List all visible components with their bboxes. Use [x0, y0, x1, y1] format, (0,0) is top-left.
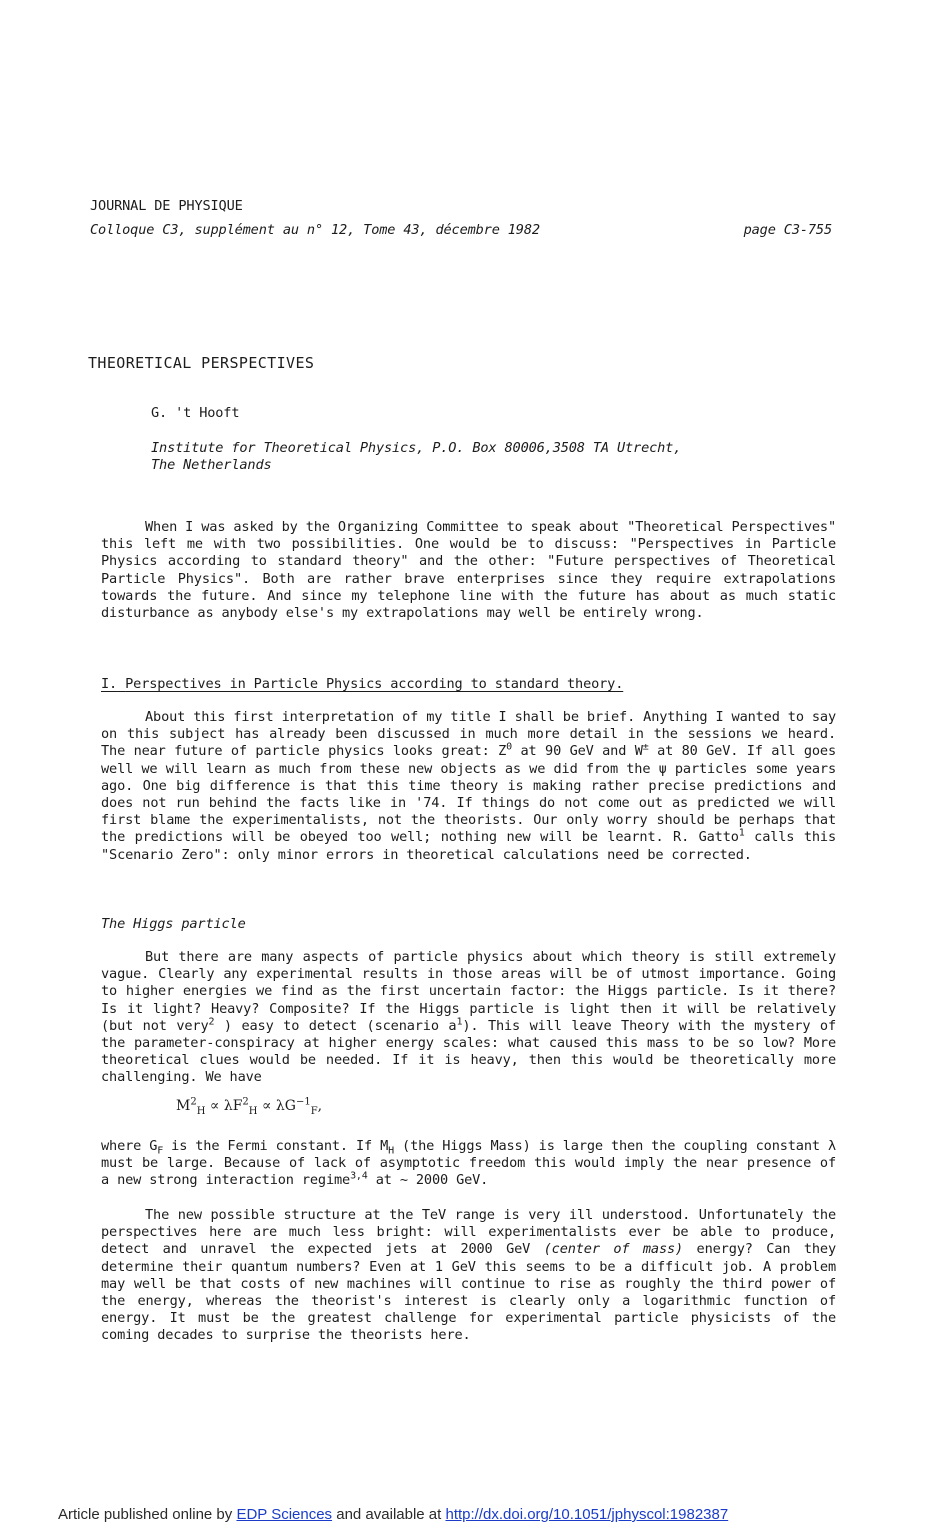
- institution: [151, 440, 791, 474]
- institution-line-1: Institute for Theoretical Physics, P.O. Box 80006,3508 TA Utrecht,: [151, 440, 682, 456]
- page-number: page C3-755: [743, 222, 832, 238]
- section-1-paragraph: About this first interpretation of my title I shall be brief. Anything I wanted to say on this subject has already been discussed in much more detail in the sessions we heard. The near future of particle physics looks great: $Z^0$ at 90 GeV and W± at 80 GeV. If all goes well we will learn as much from these new objects as we did from the ψ particles some years ago. One big difference is that this time theory is making rather precise predictions and does not run behind the facts like in '74. If things do not come out as predicted we will first blame the experimentalists, not the theorists. Our only worry should be perhaps that the predictions will be obeyed too well; nothing new will be learnt. R. Gatto$^1$ calls this "Scenario Zero": only minor errors in theoretical calculations need be corrected.: [101, 709, 836, 863]
- intro-paragraph: [101, 519, 836, 622]
- doi-link[interactable]: http://dx.doi.org/10.1051/jphyscol:1982387: [445, 1506, 729, 1523]
- higgs-paragraph-1: But there are many aspects of particle physics about which theory is still extremely vague. Clearly any experimental results in those areas will be of utmost importance. Going to higher energies we find as the first uncertain factor: the Higgs particle. Is it there? Is it light? Heavy? Composite? If the Higgs particle is light then it will be relatively (but not very$^2$ ) easy to detect (scenario $a^1$). This will leave Theory with the mystery of the parameter-conspiracy at higher energy scales: what caused this mass to be so low? More theoretical clues would be needed. If it is heavy, then this would be theoretically more challenging. We have: [101, 949, 836, 1086]
- section-1-heading: [101, 676, 623, 693]
- higgs-paragraph-3: The new possible structure at the TeV range is very ill understood. Unfortunately the perspectives here are much less bright: will experimentalists ever be able to produce, detect and unravel the expected jets at 2000 GeV (center of mass) energy? Can they determine their quantum numbers? Even at 1 GeV this seems to be a difficult job. A problem may well be that costs of new machines will continue to rise as roughly the third power of the energy, whereas the theorist's interest is clearly only a logarithmic function of energy. It must be the greatest challenge for experimental particle physicists of the coming decades to surprise the theorists here.: [101, 1207, 836, 1344]
- edp-sciences-link[interactable]: EDP Sciences: [236, 1506, 333, 1523]
- reference-2: 2: [208, 1016, 215, 1028]
- reference-3-4: 3,4: [350, 1170, 368, 1182]
- colloque-line: Colloque C3, supplément au n° 12, Tome 43, décembre 1982: [90, 222, 540, 238]
- publication-footer: Article published online by EDP Sciences and available at http://dx.doi.org/10.1051/jphyscol:1982387: [58, 1506, 729, 1523]
- higgs-heading: The Higgs particle: [101, 916, 246, 932]
- section-1-number: I.: [101, 676, 118, 692]
- higgs-mass-formula: $M^2_H \propto \lambda F^2_H \propto \lambda G^{-1}_F$,: [176, 1096, 323, 1117]
- higgs-paragraph-2: where $G_F$ is the Fermi constant. If $M_H$ (the Higgs Mass) is large then the coupling constant λ must be large. Because of lack of asymptotic freedom this would imply the near presence of a new strong interaction regime$^{3,4}$ at ~ 2000 GeV.: [101, 1138, 836, 1189]
- author: G. 't Hooft: [151, 405, 240, 421]
- reference-1b: 1: [456, 1016, 463, 1028]
- article-title: THEORETICAL PERSPECTIVES: [88, 354, 315, 372]
- journal-name: JOURNAL DE PHYSIQUE: [90, 198, 243, 214]
- section-1-title: Perspectives in Particle Physics according to standard theory.: [125, 676, 624, 692]
- reference-1: 1: [738, 827, 745, 839]
- institution-line-2: The Netherlands: [151, 457, 272, 474]
- intro-text: When I was asked by the Organizing Committee to speak about "Theoretical Perspectives" this left me with two possibilities. One would be to discuss: "Perspectives in Particle Physics according to standard theory" and the other: "Future perspectives of Theoretical Particle Physics". Both are rather brave enterprises since they require extrapolations towards the future. And since my telephone line with the future has about as much static disturbance as anybody else's my extrapolations may well be entirely wrong.: [101, 519, 836, 622]
